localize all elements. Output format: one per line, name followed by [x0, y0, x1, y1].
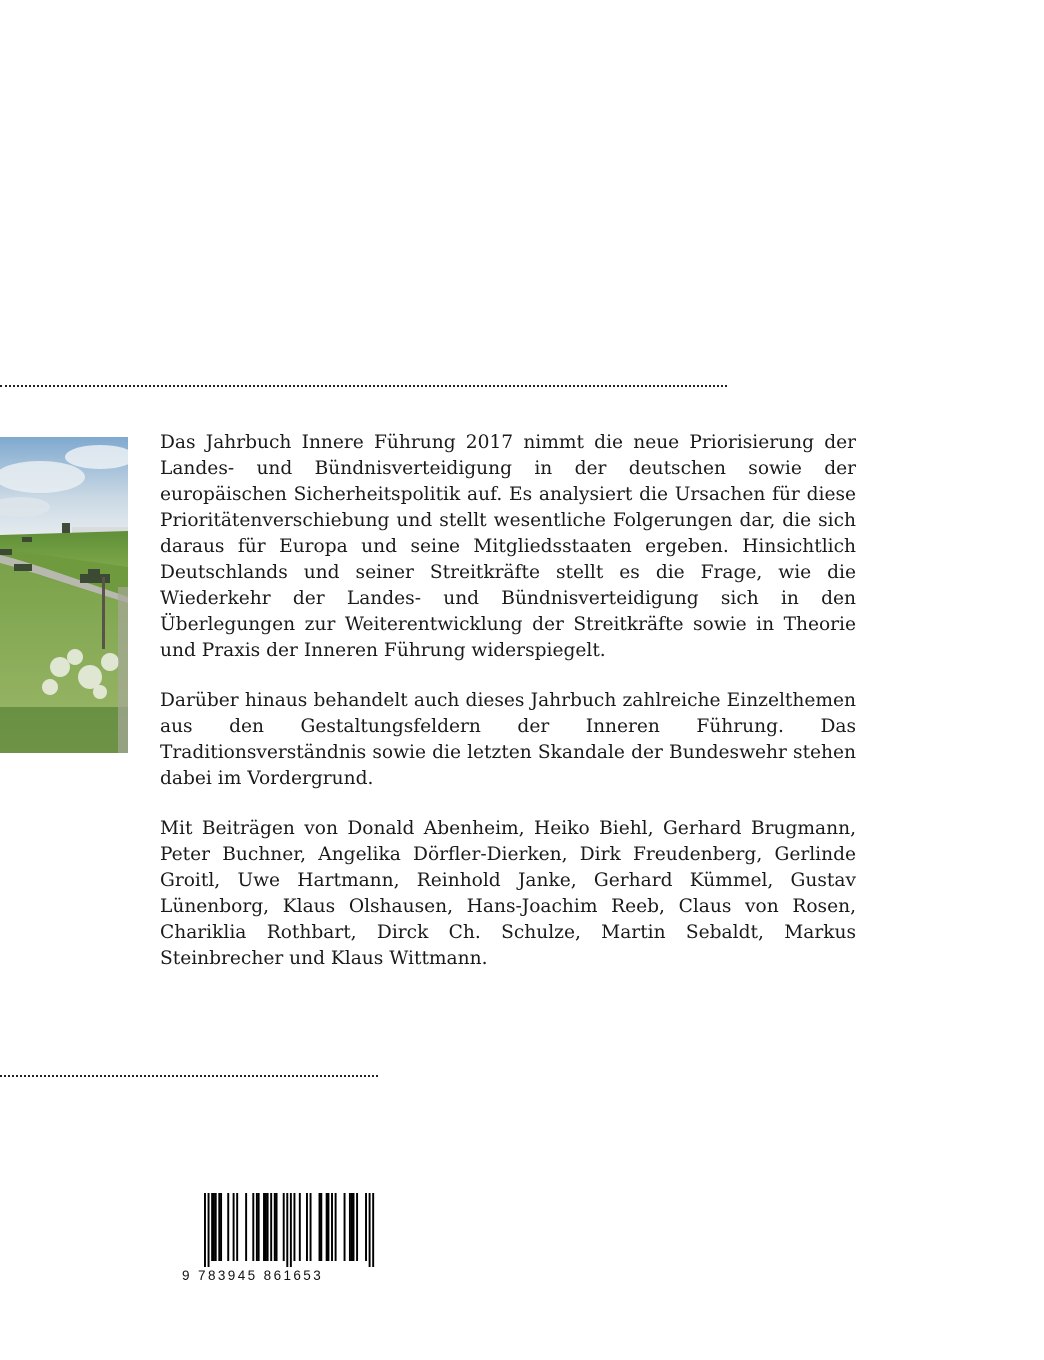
blurb-paragraph: Das Jahrbuch Innere Führung 2017 nimmt die neue Priorisierung der Landes- und Bündnisverteidigung in der deutschen sowie der europäischen Sicherheitspolitik auf. Es analysiert die Ursachen für diese Prioritätenverschiebung und stellt wesentliche Folgerungen dar, die sich daraus für Europa und seine Mitgliedsstaaten ergeben. Hinsichtlich Deutschlands und seiner Streitkräfte stellt es die Frage, wie die Wiederkehr der Landes- und Bündnisverteidigung sich in den Überlegungen zur Weiterentwicklung der Streitkräfte sowie in Theorie und Praxis der Inneren Führung widerspiegelt. — [160, 432, 856, 661]
barcode-bar — [326, 1193, 328, 1261]
barcode-bar — [286, 1193, 288, 1267]
barcode-bar — [344, 1193, 346, 1261]
barcode-bar — [258, 1193, 260, 1261]
barcode-bar — [372, 1193, 374, 1267]
barcode-bar — [283, 1193, 285, 1261]
barcode-bar — [365, 1193, 367, 1261]
barcode-bar — [274, 1193, 276, 1261]
barcode-bar — [233, 1193, 235, 1261]
dotted-rule-bottom — [0, 1075, 378, 1077]
barcode-bar — [310, 1193, 312, 1261]
contributors-paragraph: Mit Beiträgen von Donald Abenheim, Heiko Biehl, Gerhard Brugmann, Peter Buchner, Angelika Dörfler-Dierken, Dirk Freudenberg, Gerlinde Groitl, Uwe Hartmann, Reinhold Janke, Gerhard Kümmel, Gustav Lünenborg, Klaus Olshausen, Hans-Joachim Reeb, Claus von Rosen, Chariklia Rothbart, Dirck Ch. Schulze, Martin Sebaldt, Markus Steinbrecher und Klaus Wittmann. — [160, 818, 856, 969]
barcode-bar — [265, 1193, 267, 1261]
barcode-bar — [218, 1193, 220, 1261]
dotted-rule-top — [0, 385, 727, 387]
barcode-bar — [299, 1193, 301, 1261]
barcode-bar — [335, 1193, 337, 1261]
barcode-bar — [353, 1193, 355, 1261]
barcode-bar — [356, 1193, 358, 1261]
blurb-paragraph: Darüber hinaus behandelt auch dieses Jahrbuch zahlreiche Einzelthemen aus den Gestaltungsfeldern der Inneren Führung. Das Traditionsverständnis sowie die letzten Skandale der Bundeswehr stehen dabei im Vordergrund. — [160, 690, 856, 789]
barcode-bar — [204, 1193, 206, 1267]
barcode-bar — [208, 1193, 210, 1267]
barcode-bar — [319, 1193, 321, 1261]
barcode-bar — [213, 1193, 215, 1261]
barcode-bar — [263, 1193, 265, 1261]
isbn-number: 9 783945 861653 — [182, 1268, 378, 1283]
landscape-tanks-image — [0, 437, 128, 753]
barcode-bar — [215, 1193, 217, 1261]
barcode-bar — [327, 1193, 329, 1261]
barcode-bar — [227, 1193, 229, 1261]
barcode-bar — [267, 1193, 269, 1261]
barcode-bar — [245, 1193, 247, 1261]
barcode-bar — [211, 1193, 213, 1261]
barcode-bar — [351, 1193, 353, 1261]
barcode-bar — [293, 1193, 295, 1261]
barcode-bar — [220, 1193, 222, 1261]
barcode-bar — [320, 1193, 322, 1261]
barcode-bar — [270, 1193, 272, 1261]
barcode-bar — [236, 1193, 238, 1261]
barcode-bar — [256, 1193, 258, 1261]
barcode-bar — [369, 1193, 371, 1267]
back-cover-blurb — [160, 430, 856, 996]
barcode-bar — [290, 1193, 292, 1267]
barcode-bar — [349, 1193, 351, 1261]
barcode-bar — [252, 1193, 254, 1261]
cover-photo — [0, 437, 128, 753]
barcode-icon — [182, 1193, 378, 1267]
barcode-bar — [276, 1193, 278, 1261]
barcode-bar — [306, 1193, 308, 1261]
barcode-bar — [331, 1193, 333, 1261]
